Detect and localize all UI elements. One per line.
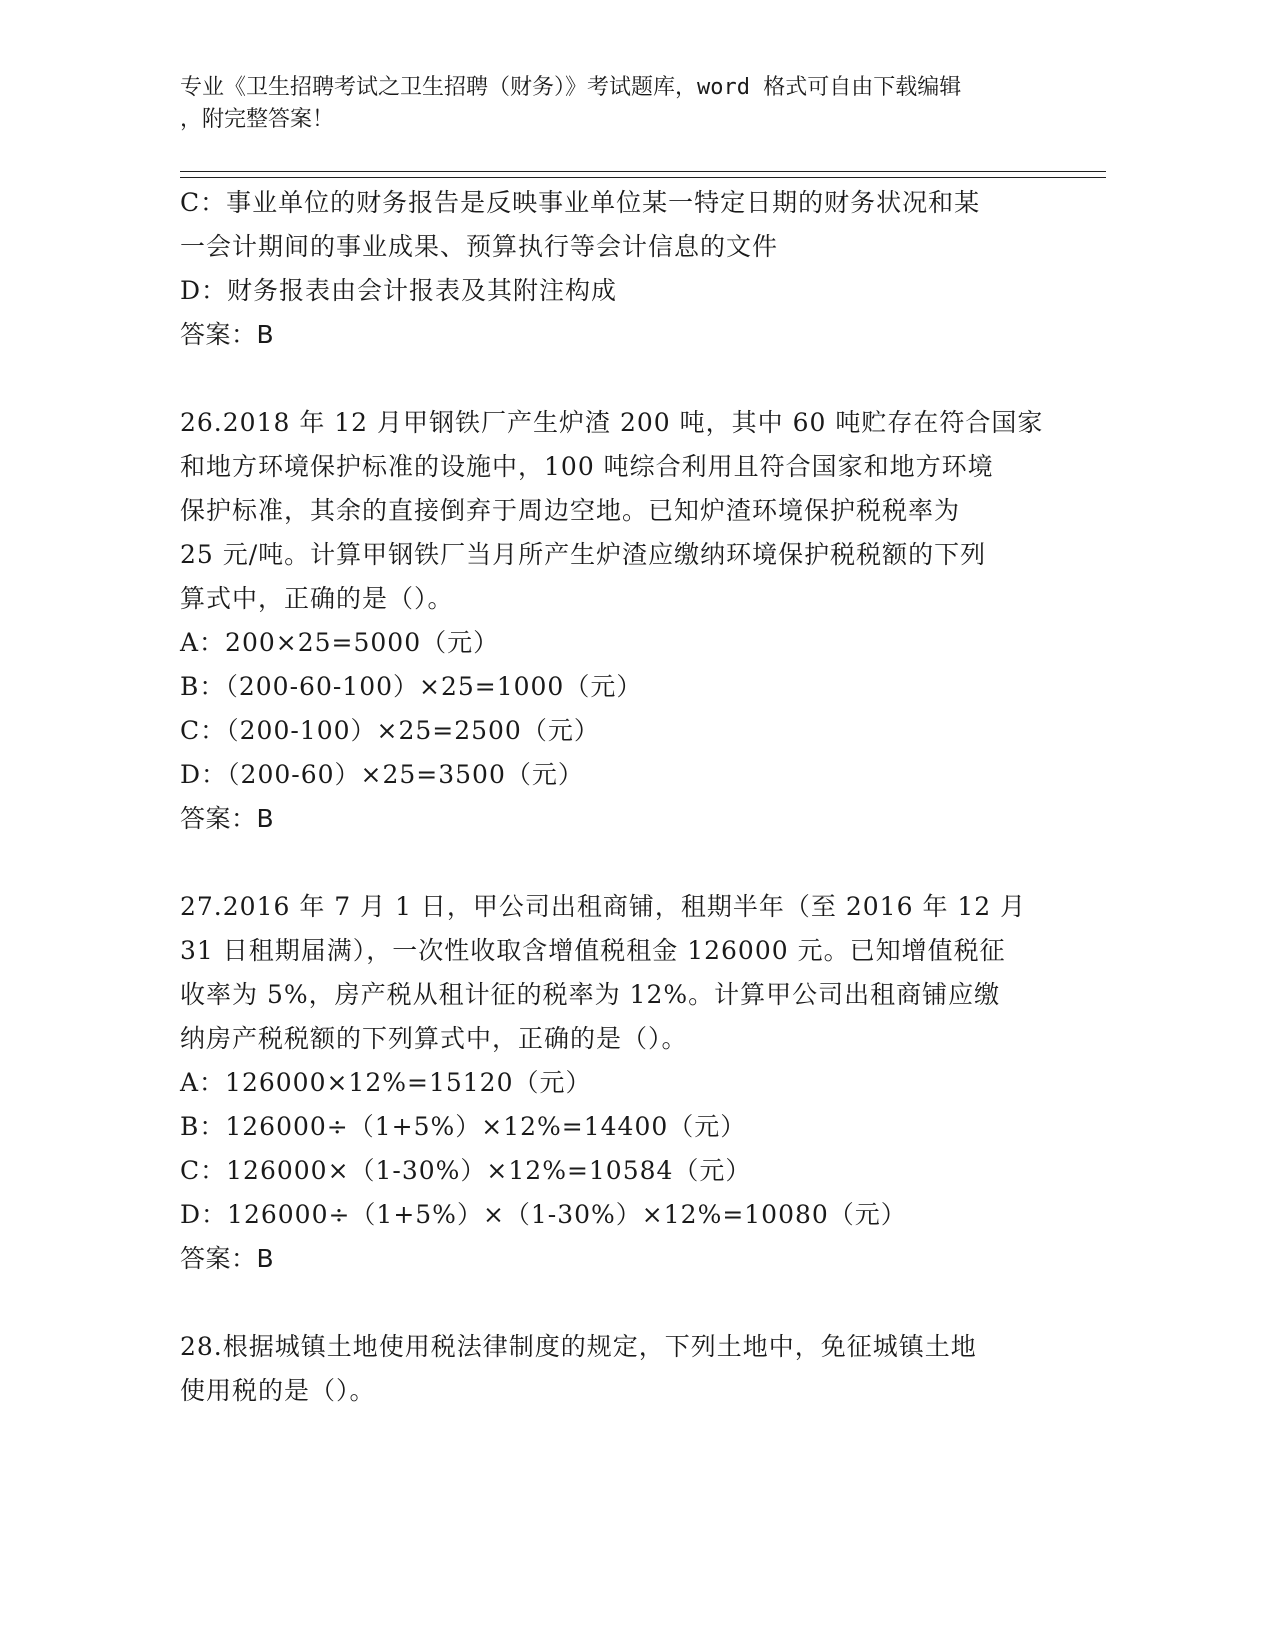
question-stem-line: 纳房产税税额的下列算式中，正确的是（）。 [180, 1024, 688, 1053]
option-d: D：（200-60）×25=3500（元） [180, 760, 584, 789]
spacer [180, 1281, 1060, 1325]
spacer [180, 841, 1060, 885]
option-b: B：126000÷（1+5%）×12%=14400（元） [180, 1112, 747, 1141]
question-27 [180, 885, 1060, 1281]
question-stem-line: 28.根据城镇土地使用税法律制度的规定，下列土地中，免征城镇土地 [180, 1332, 977, 1361]
header-title-line-1: 专业《卫生招聘考试之卫生招聘（财务）》考试题库，word 格式可自由下载编辑 [180, 75, 962, 100]
header-divider-bottom [180, 177, 1106, 178]
question-28 [180, 1325, 1060, 1413]
answer: 答案：B [180, 804, 275, 833]
option-d: D：126000÷（1+5%）×（1-30%）×12%=10080（元） [180, 1200, 907, 1229]
question-25-tail [180, 181, 1060, 357]
option-c-line-2: 一会计期间的事业成果、预算执行等会计信息的文件 [180, 232, 779, 261]
question-stem-line: 收率为 5%，房产税从租计征的税率为 12%。计算甲公司出租商铺应缴 [180, 980, 1001, 1009]
header-title-line-2: ，附完整答案！ [180, 107, 335, 132]
question-stem-line: 和地方环境保护标准的设施中，100 吨综合利用且符合国家和地方环境 [180, 452, 994, 481]
question-26 [180, 401, 1060, 841]
option-d: D：财务报表由会计报表及其附注构成 [180, 276, 618, 305]
question-stem-line: 使用税的是（）。 [180, 1376, 376, 1405]
option-a: A：126000×12%=15120（元） [180, 1068, 592, 1097]
question-stem-line: 27.2016 年 7 月 1 日，甲公司出租商铺，租期半年（至 2016 年 12 月 [180, 892, 1027, 921]
option-c-line-1: C：事业单位的财务报告是反映事业单位某一特定日期的财务状况和某 [180, 188, 981, 217]
option-c: C：126000×（1-30%）×12%=10584（元） [180, 1156, 752, 1185]
question-stem-line: 保护标准，其余的直接倒弃于周边空地。已知炉渣环境保护税税率为 [180, 496, 961, 525]
question-stem-line: 26.2018 年 12 月甲钢铁厂产生炉渣 200 吨，其中 60 吨贮存在符合国家 [180, 408, 1044, 437]
header-divider-top [180, 171, 1106, 172]
document-header [180, 72, 1060, 136]
question-stem-line: 算式中，正确的是（）。 [180, 584, 454, 613]
question-stem-line: 31 日租期届满），一次性收取含增值税租金 126000 元。已知增值税征 [180, 936, 1006, 965]
spacer [180, 357, 1060, 401]
document-body [180, 181, 1060, 1413]
option-b: B：（200-60-100）×25=1000（元） [180, 672, 643, 701]
answer: 答案：B [180, 320, 275, 349]
option-a: A：200×25=5000（元） [180, 628, 500, 657]
answer: 答案：B [180, 1244, 275, 1273]
option-c: C：（200-100）×25=2500（元） [180, 716, 600, 745]
question-stem-line: 25 元/吨。计算甲钢铁厂当月所产生炉渣应缴纳环境保护税税额的下列 [180, 540, 987, 569]
